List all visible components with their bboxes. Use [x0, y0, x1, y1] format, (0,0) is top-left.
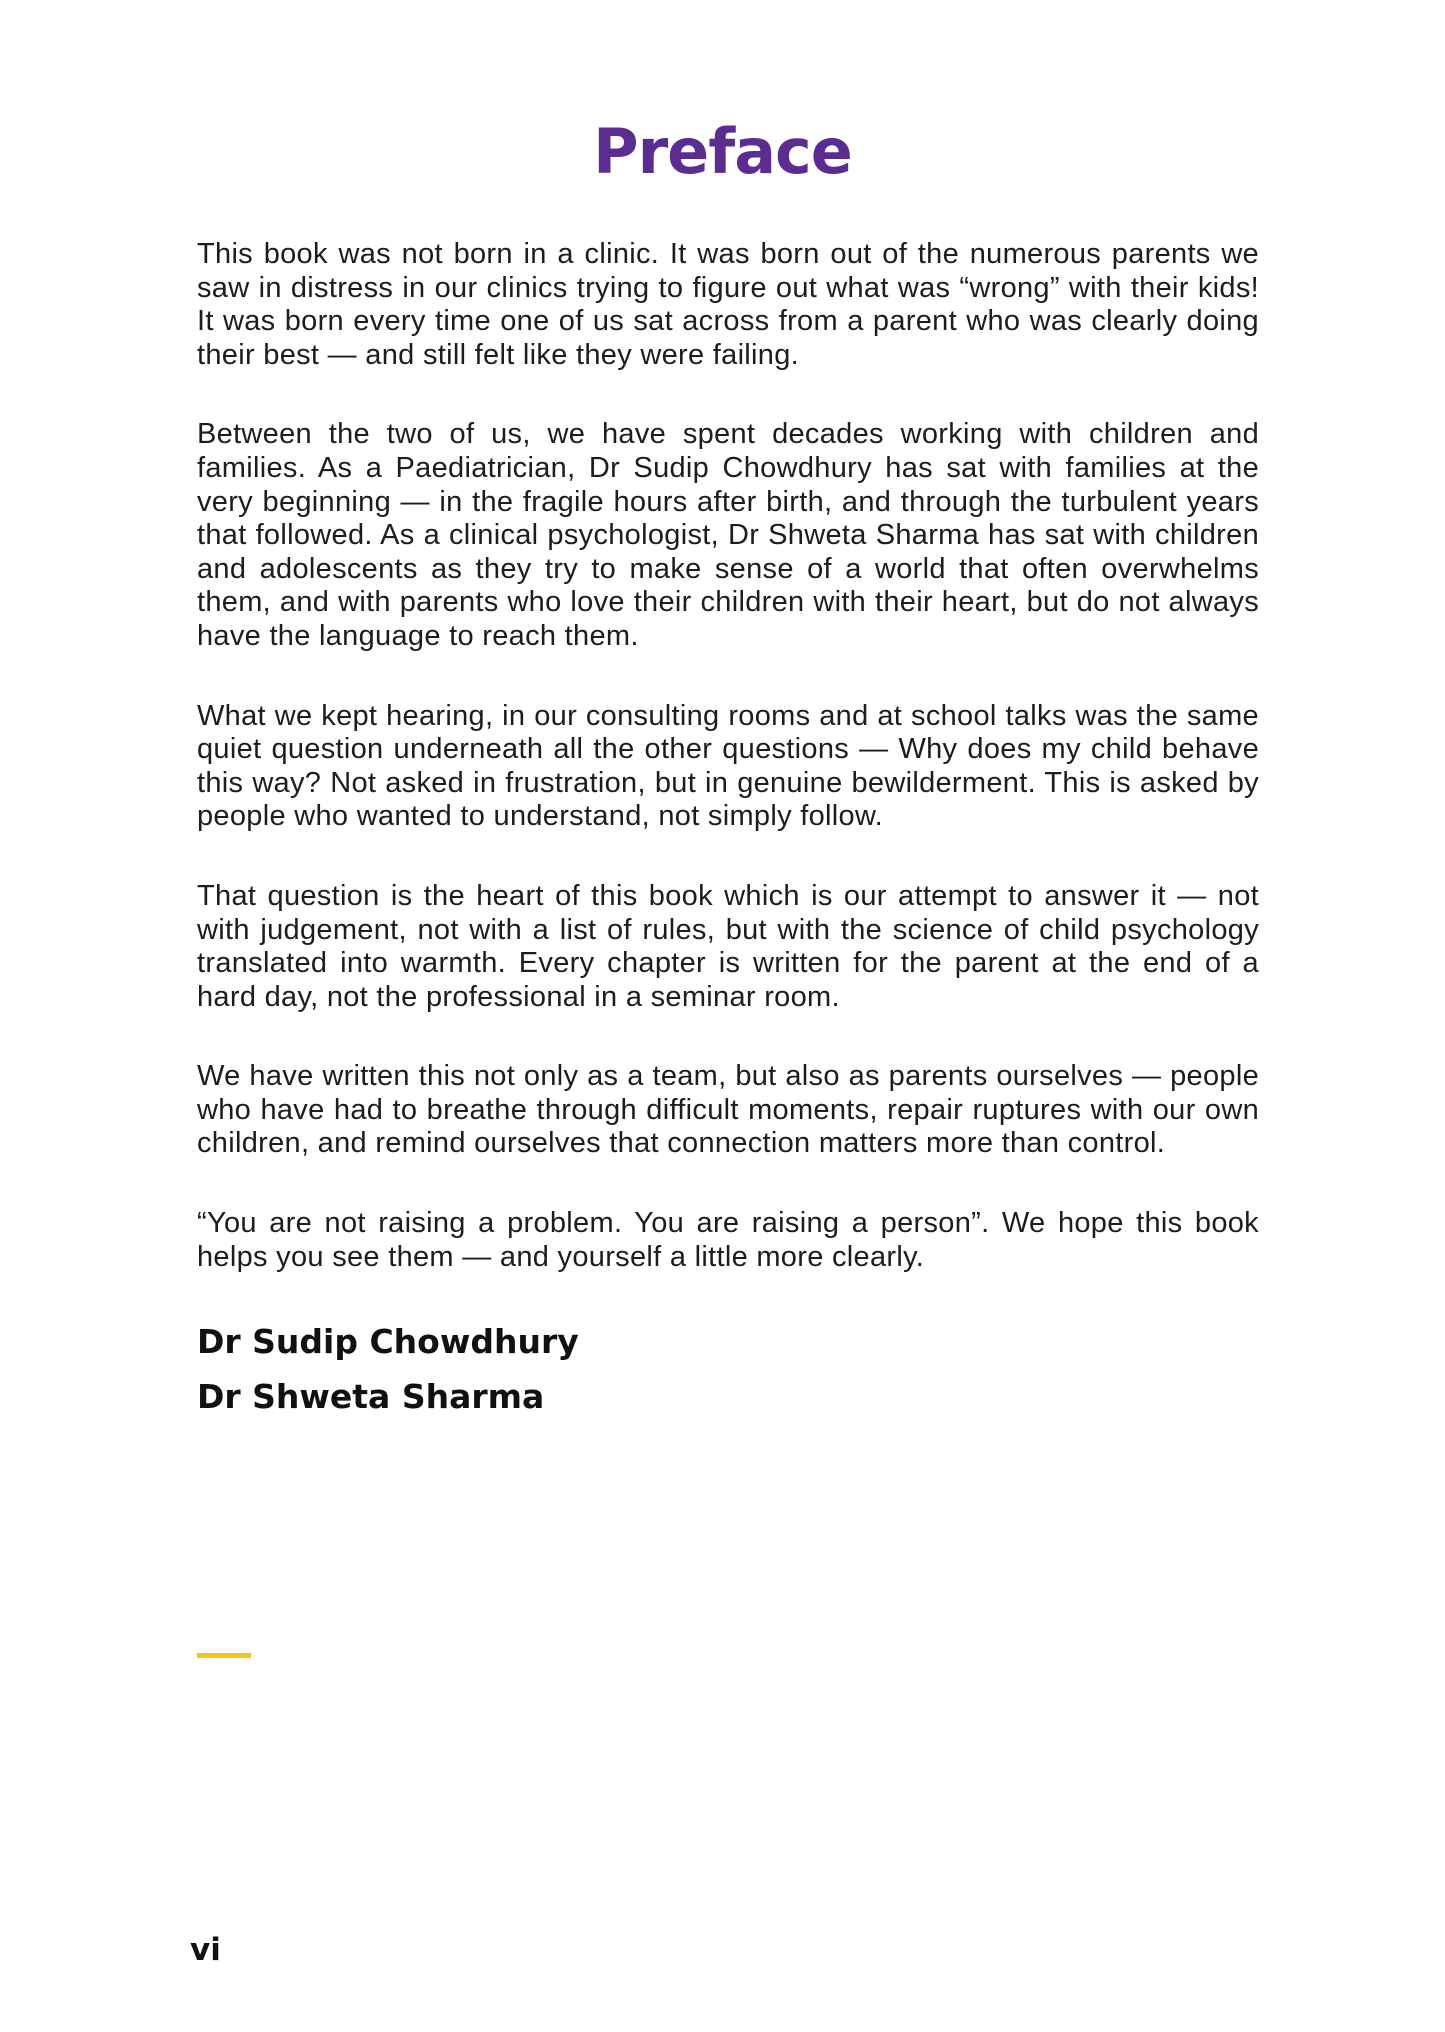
paragraph-4: That question is the heart of this book which is our attempt to answer it — not with judgement, not with a list of rules, but with the science of child psychology translated into warmth. Every chapter is written for the parent at the end of a hard day, not the professional in a seminar room.: [197, 879, 1259, 1013]
author-signatures: [197, 1314, 1259, 1424]
author-name-2: Dr Shweta Sharma: [197, 1377, 545, 1417]
paragraph-3: What we kept hearing, in our consulting rooms and at school talks was the same quiet question underneath all the other questions — Why does my child behave this way? Not asked in frustration, but in genuine bewilderment. This is asked by people who wanted to understand, not simply follow.: [197, 699, 1259, 833]
preface-body: [197, 238, 1259, 1424]
paragraph-5: We have written this not only as a team, but also as parents ourselves — people who have had to breathe through difficult moments, repair ruptures with our own children, and remind ourselves that connection matters more than control.: [197, 1060, 1259, 1160]
paragraph-1: This book was not born in a clinic. It was born out of the numerous parents we saw in distress in our clinics trying to figure out what was “wrong” with their kids! It was born every time one of us sat across from a parent who was clearly doing their best — and still felt like they were failing.: [197, 238, 1259, 371]
page-title: Preface: [593, 115, 852, 188]
accent-divider: [197, 1653, 251, 1658]
author-name-1: Dr Sudip Chowdhury: [197, 1322, 579, 1362]
paragraph-6: “You are not raising a problem. You are raising a person”. We hope this book helps you see them — and yourself a little more clearly.: [197, 1207, 1259, 1273]
page-number: vi: [190, 1932, 221, 1968]
paragraph-2: Between the two of us, we have spent decades working with children and families. As a Paediatrician, Dr Sudip Chowdhury has sat with families at the very beginning — in the fragile hours after birth, and through the turbulent years that followed. As a clinical psychologist, Dr Shweta Sharma has sat with children and adolescents as they try to make sense of a world that often overwhelms them, and with parents who love their children with their heart, but do not always have the language to reach them.: [197, 418, 1259, 652]
